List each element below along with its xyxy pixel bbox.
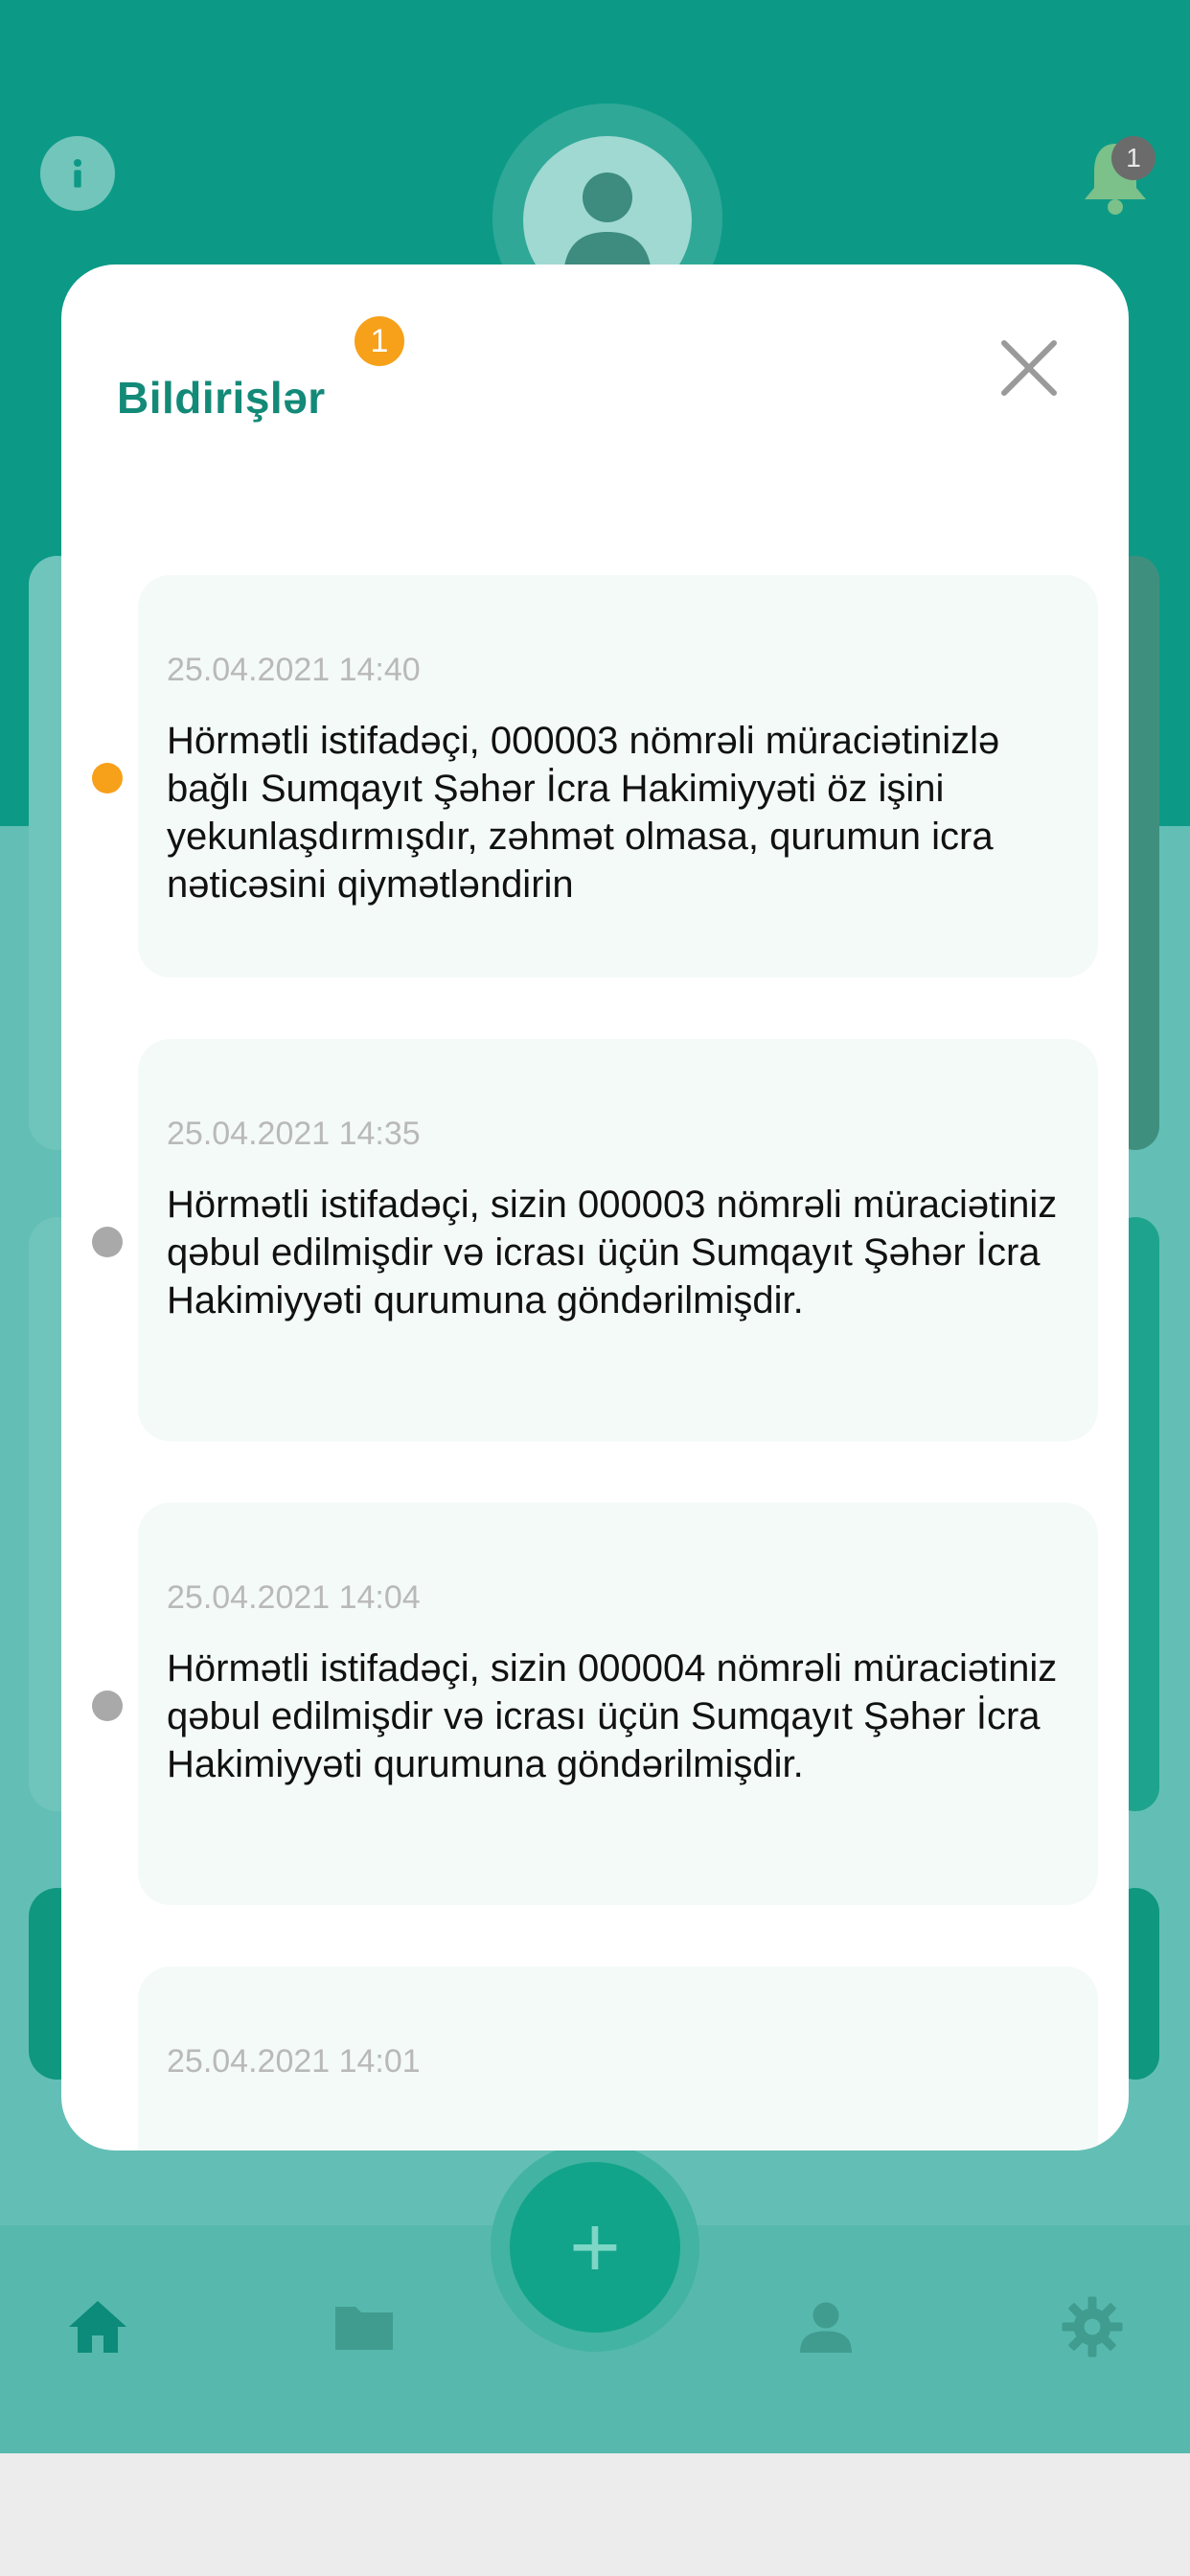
unread-count-badge: 1 xyxy=(355,316,404,366)
notification-item[interactable] xyxy=(61,575,1129,1039)
notification-card[interactable] xyxy=(138,1966,1098,2150)
modal-title: Bildirişlər xyxy=(117,373,326,423)
notification-card[interactable] xyxy=(138,1503,1098,1905)
read-indicator-dot xyxy=(92,1690,123,1721)
add-icon: + xyxy=(569,2197,621,2296)
read-indicator-dot xyxy=(92,1227,123,1257)
notification-date: 25.04.2021 14:01 xyxy=(167,2043,421,2080)
home-icon[interactable] xyxy=(63,2292,132,2361)
notification-date: 25.04.2021 14:04 xyxy=(167,1579,421,1616)
profile-icon[interactable] xyxy=(791,2292,860,2361)
notification-message: Hörmətli istifadəçi, sizin 000003 nömrəli müraciətiniz qəbul edilmişdir və icrası üçün Sumqayıt Şəhər İcra Hakimiyyəti qurumuna göndərilmişdir. xyxy=(167,1184,1058,1322)
unread-indicator-dot xyxy=(92,763,123,794)
notification-count-badge: 1 xyxy=(1111,136,1156,180)
notification-list[interactable] xyxy=(61,575,1129,2150)
status-bar xyxy=(0,0,1190,104)
settings-gear-icon[interactable] xyxy=(1058,2292,1127,2361)
add-request-button[interactable] xyxy=(510,2162,680,2333)
notification-card[interactable] xyxy=(138,575,1098,978)
notification-message: Hörmətli istifadəçi, 000003 nömrəli müraciətinizlə bağlı Sumqayıt Şəhər İcra Hakimiyyəti öz işini yekunlaşdırmışdır, zəhmət olmasa, qurumun icra nəticəsini qiymətləndirin xyxy=(167,720,1000,906)
notification-message: Hörmətli istifadəçi, sizin 000004 nömrəli müraciətiniz qəbul edilmişdir və icrası üçün Sumqayıt Şəhər İcra Hakimiyyəti qurumuna göndərilmişdir. xyxy=(167,1647,1058,1785)
notification-item[interactable] xyxy=(61,1039,1129,1503)
notification-card[interactable] xyxy=(138,1039,1098,1441)
info-icon[interactable] xyxy=(40,136,115,211)
folder-icon[interactable] xyxy=(330,2292,399,2361)
notification-date: 25.04.2021 14:35 xyxy=(167,1116,421,1152)
notification-item[interactable] xyxy=(61,1503,1129,1966)
notification-item[interactable] xyxy=(61,1966,1129,2150)
close-icon[interactable] xyxy=(993,332,1065,404)
notification-date: 25.04.2021 14:40 xyxy=(167,652,421,688)
notifications-modal xyxy=(61,264,1129,2150)
